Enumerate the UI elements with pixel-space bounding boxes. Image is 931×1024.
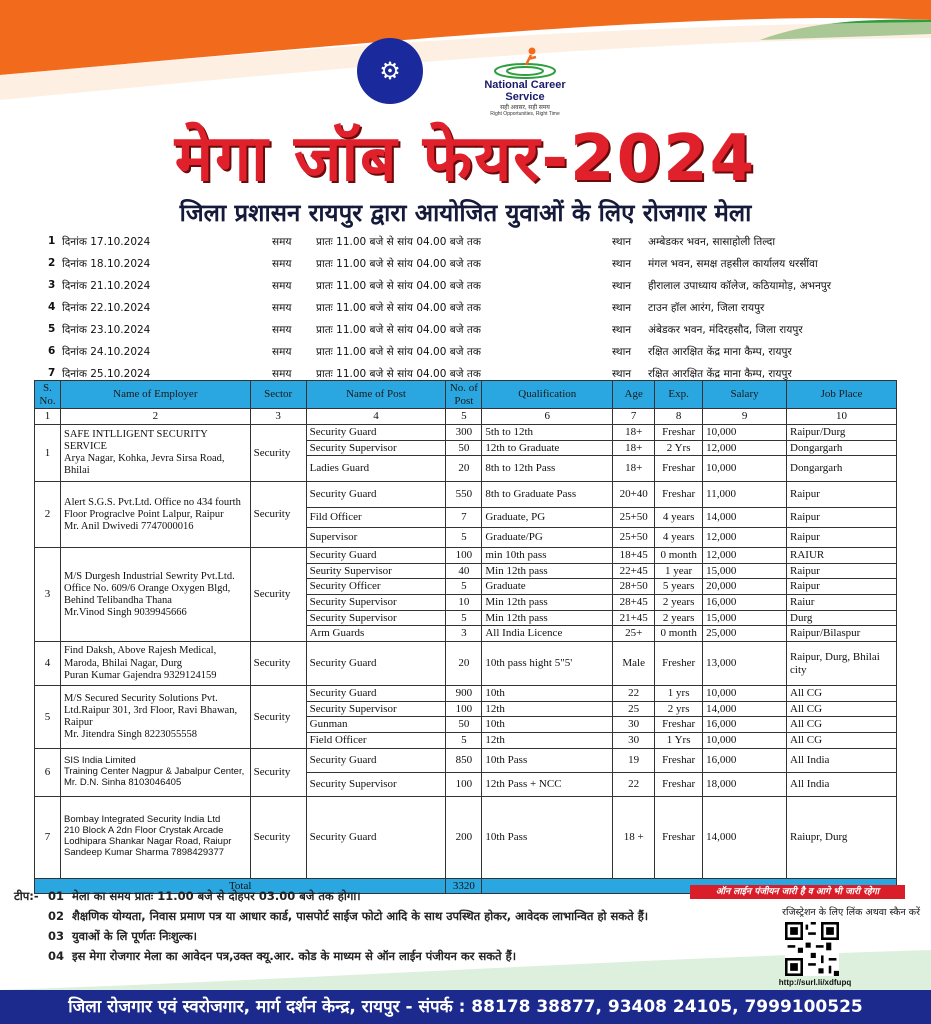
note-text: शैक्षणिक योग्यता, निवास प्रमाण पत्र या आधार कार्ड, पासपोर्ट साईज फोटो आदि के साथ उपस्थित होकर, आवेदक लाभान्वित हो सकते हैं। — [72, 909, 649, 923]
schedule-time: प्रातः 11.00 बजे से सांय 04.00 बजे तक — [316, 258, 481, 270]
column-header: Sector — [250, 381, 306, 409]
job-place: Dongargarh — [787, 456, 897, 482]
schedule-time-label: समय — [272, 258, 292, 270]
qualification: 10th — [482, 717, 613, 733]
page-subtitle: जिला प्रशासन रायपुर द्वारा आयोजित युवाओं के लिए रोजगार मेला — [179, 199, 752, 227]
column-header: No. of Post — [446, 381, 482, 409]
salary: 12,000 — [703, 440, 787, 456]
qualification: min 10th pass — [482, 548, 613, 564]
post-name: Security Guard — [306, 686, 446, 702]
age: 18+45 — [613, 548, 655, 564]
age: 25+50 — [613, 508, 655, 528]
note-label: टीप:- — [14, 889, 39, 903]
age: 18+ — [613, 440, 655, 456]
experience: Freshar — [655, 717, 703, 733]
note-item — [14, 948, 654, 964]
job-place: Raiupr, Durg — [787, 796, 897, 878]
experience: Freshar — [655, 772, 703, 796]
post-count: 550 — [446, 482, 482, 508]
salary: 14,000 — [703, 508, 787, 528]
schedule-time-label: समय — [272, 302, 292, 314]
salary: 14,000 — [703, 701, 787, 717]
note-number: 01 — [48, 889, 65, 903]
post-name: Security Guard — [306, 642, 446, 686]
schedule-place: टाउन हॉल आरंग, जिला रायपुर — [648, 302, 765, 314]
salary: 11,000 — [703, 482, 787, 508]
post-count: 200 — [446, 796, 482, 878]
column-number: 6 — [482, 409, 613, 425]
schedule-number: 2 — [48, 257, 56, 269]
schedule-place-label: स्थान — [612, 236, 632, 248]
qualification: Graduate, PG — [482, 508, 613, 528]
column-header: Exp. — [655, 381, 703, 409]
salary: 14,000 — [703, 796, 787, 878]
experience: Freshar — [655, 456, 703, 482]
schedule-time-label: समय — [272, 324, 292, 336]
age: 25+50 — [613, 528, 655, 548]
post-count: 7 — [446, 508, 482, 528]
column-number: 1 — [35, 409, 61, 425]
total-value: 3320 — [446, 878, 482, 894]
age: 28+50 — [613, 579, 655, 595]
age: 30 — [613, 717, 655, 733]
schedule-time: प्रातः 11.00 बजे से सांय 04.00 बजे तक — [316, 236, 481, 248]
salary: 16,000 — [703, 748, 787, 772]
column-header: Job Place — [787, 381, 897, 409]
schedule-place: अम्बेडकर भवन, सासाहोली तिल्दा — [648, 236, 776, 248]
experience: 1 yrs — [655, 686, 703, 702]
job-place: Raipur — [787, 563, 897, 579]
experience: 4 years — [655, 528, 703, 548]
post-count: 900 — [446, 686, 482, 702]
post-count: 5 — [446, 579, 482, 595]
serial-number: 7 — [35, 796, 61, 878]
salary: 15,000 — [703, 610, 787, 626]
employer-name: Bombay Integrated Security India Ltd 210 Block A 2dn Floor Crystak Arcade Lodhipara Shankar Nagar Road, Raiupr Sandeep Kumar Sharma 7898429377 — [60, 796, 250, 878]
qualification: Min 12th pass — [482, 610, 613, 626]
qualification: 8th to Graduate Pass — [482, 482, 613, 508]
schedule-place-label: स्थान — [612, 258, 632, 270]
qualification: Min 12th pass — [482, 563, 613, 579]
age: 25 — [613, 701, 655, 717]
salary: 16,000 — [703, 595, 787, 611]
post-count: 100 — [446, 548, 482, 564]
post-name: Security Guard — [306, 548, 446, 564]
age: 22 — [613, 686, 655, 702]
job-place: All India — [787, 748, 897, 772]
post-count: 50 — [446, 717, 482, 733]
job-place: Raipur — [787, 528, 897, 548]
post-count: 100 — [446, 701, 482, 717]
experience: 1 Yrs — [655, 732, 703, 748]
column-number: 3 — [250, 409, 306, 425]
sector: Security — [250, 548, 306, 642]
job-place: Raiur — [787, 595, 897, 611]
schedule-row — [48, 298, 908, 320]
qr-url[interactable]: http://surl.li/xdfupq — [778, 978, 852, 987]
ncs-tagline-en: Right Opportunities, Right Time — [490, 111, 560, 117]
note-number: 03 — [48, 929, 65, 943]
column-header: Salary — [703, 381, 787, 409]
experience: 0 month — [655, 626, 703, 642]
experience: 2 years — [655, 610, 703, 626]
job-place: Raipur — [787, 482, 897, 508]
qualification: Graduate/PG — [482, 528, 613, 548]
schedule-time: प्रातः 11.00 बजे से सांय 04.00 बजे तक — [316, 346, 481, 358]
salary: 25,000 — [703, 626, 787, 642]
schedule-date: दिनांक 18.10.2024 — [62, 258, 151, 270]
post-name: Fild Officer — [306, 508, 446, 528]
schedule-date: दिनांक 25.10.2024 — [62, 368, 151, 380]
ncs-person-icon — [490, 45, 560, 81]
column-header: Name of Employer — [60, 381, 250, 409]
column-number: 7 — [613, 409, 655, 425]
ncs-brand: National Career Service — [484, 79, 566, 103]
employer-name: SAFE INTLLIGENT SECURITY SERVICE Arya Nagar, Kohka, Jevra Sirsa Road, Bhilai — [60, 424, 250, 481]
qualification: 10th — [482, 686, 613, 702]
job-place: All CG — [787, 701, 897, 717]
experience: Freshar — [655, 482, 703, 508]
post-name: Security Guard — [306, 482, 446, 508]
schedule-row — [48, 276, 908, 298]
age: Male — [613, 642, 655, 686]
post-name: Security Guard — [306, 796, 446, 878]
post-count: 10 — [446, 595, 482, 611]
qualification: 8th to 12th Pass — [482, 456, 613, 482]
note-item — [14, 888, 654, 904]
serial-number: 3 — [35, 548, 61, 642]
qualification: All India Licence — [482, 626, 613, 642]
schedule-time: प्रातः 11.00 बजे से सांय 04.00 बजे तक — [316, 302, 481, 314]
qualification: 12th — [482, 701, 613, 717]
schedule-date: दिनांक 24.10.2024 — [62, 346, 151, 358]
online-registration-banner: ऑन लाईन पंजीयन जारी है व आगे भी जारी रहेगा — [690, 885, 905, 899]
job-place: Raipur/Durg — [787, 424, 897, 440]
job-place: All CG — [787, 732, 897, 748]
handshake-icon: ⚙ — [379, 58, 401, 85]
column-number: 10 — [787, 409, 897, 425]
table-header-row — [35, 381, 897, 409]
salary: 12,000 — [703, 548, 787, 564]
age: 18 + — [613, 796, 655, 878]
schedule-list — [48, 232, 908, 386]
salary: 10,000 — [703, 686, 787, 702]
post-count: 850 — [446, 748, 482, 772]
schedule-place: मंगल भवन, समक्ष तहसील कार्यालय धरसींवा — [648, 258, 818, 270]
job-place: All CG — [787, 686, 897, 702]
qualification: 12th — [482, 732, 613, 748]
column-number: 9 — [703, 409, 787, 425]
schedule-date: दिनांक 22.10.2024 — [62, 302, 151, 314]
post-name: Security Supervisor — [306, 610, 446, 626]
employer-name: Alert S.G.S. Pvt.Ltd. Office no 434 fourth Floor Prograclve Point Lalpur, Raipur Mr. Anil Dwivedi 7747000016 — [60, 482, 250, 548]
serial-number: 4 — [35, 642, 61, 686]
total-label: Total — [35, 878, 446, 894]
column-number: 5 — [446, 409, 482, 425]
post-name: Gunman — [306, 717, 446, 733]
schedule-place: हीरालाल उपाध्याय कॉलेज, कठियामोड़, अभनपुर — [648, 280, 832, 292]
ncs-logo — [470, 45, 580, 115]
post-name: Security Guard — [306, 424, 446, 440]
note-number: 04 — [48, 949, 65, 963]
age: 25+ — [613, 626, 655, 642]
experience: Freshar — [655, 796, 703, 878]
schedule-time: प्रातः 11.00 बजे से सांय 04.00 बजे तक — [316, 324, 481, 336]
schedule-row — [48, 320, 908, 342]
job-place: Raipur/Bilaspur — [787, 626, 897, 642]
job-place: Dongargarh — [787, 440, 897, 456]
jobs-table — [34, 380, 897, 894]
post-name: Security Supervisor — [306, 440, 446, 456]
post-count: 50 — [446, 440, 482, 456]
column-header: Qualification — [482, 381, 613, 409]
schedule-time-label: समय — [272, 236, 292, 248]
employer-name: SIS India Limited Training Center Nagpur & Jabalpur Center, Mr. D.N. Sinha 8103046405 — [60, 748, 250, 796]
qr-code-icon[interactable] — [785, 922, 839, 976]
note-item — [14, 908, 654, 924]
salary: 12,000 — [703, 528, 787, 548]
qualification: 10th Pass — [482, 796, 613, 878]
post-name: Field Officer — [306, 732, 446, 748]
column-header: Age — [613, 381, 655, 409]
schedule-time-label: समय — [272, 280, 292, 292]
age: 22 — [613, 772, 655, 796]
post-name: Security Guard — [306, 748, 446, 772]
employer-name: M/S Durgesh Industrial Sewrity Pvt.Ltd. Office No. 609/6 Orange Oxygen Blgd, Behind Telibandha Thana Mr.Vinod Singh 9039945666 — [60, 548, 250, 642]
experience: 1 year — [655, 563, 703, 579]
salary: 16,000 — [703, 717, 787, 733]
note-text: मेला का समय प्रातः 11.00 बजे से दोहपर 03.00 बजे तक होगा। — [72, 889, 361, 903]
age: 18+ — [613, 456, 655, 482]
schedule-time-label: समय — [272, 346, 292, 358]
tricolor-banner — [0, 0, 931, 110]
page-title: मेगा जॉब फेयर-2024 — [174, 122, 757, 196]
salary: 20,000 — [703, 579, 787, 595]
employer-name: M/S Secured Security Solutions Pvt. Ltd.Raipur 301, 3rd Floor, Ravi Bhawan, Raipur Mr. Jitendra Singh 8223055558 — [60, 686, 250, 749]
salary: 18,000 — [703, 772, 787, 796]
qualification: 12th to Graduate — [482, 440, 613, 456]
table-row — [35, 548, 897, 564]
schedule-time: प्रातः 11.00 बजे से सांय 04.00 बजे तक — [316, 368, 481, 380]
schedule-number: 7 — [48, 367, 56, 379]
post-count: 20 — [446, 456, 482, 482]
schedule-place-label: स्थान — [612, 302, 632, 314]
column-number: 8 — [655, 409, 703, 425]
age: 22+45 — [613, 563, 655, 579]
post-name: Security Officer — [306, 579, 446, 595]
schedule-row — [48, 232, 908, 254]
table-row — [35, 686, 897, 702]
sector: Security — [250, 686, 306, 749]
schedule-number: 1 — [48, 235, 56, 247]
experience: 2 yrs — [655, 701, 703, 717]
schedule-time: प्रातः 11.00 बजे से सांय 04.00 बजे तक — [316, 280, 481, 292]
notes-section — [14, 888, 654, 968]
schedule-number: 6 — [48, 345, 56, 357]
serial-number: 2 — [35, 482, 61, 548]
post-count: 5 — [446, 732, 482, 748]
schedule-date: दिनांक 17.10.2024 — [62, 236, 151, 248]
post-name: Security Supervisor — [306, 772, 446, 796]
schedule-place-label: स्थान — [612, 324, 632, 336]
sector: Security — [250, 796, 306, 878]
schedule-place: रक्षित आरक्षित केंद्र माना कैम्प, रायपुर — [648, 346, 792, 358]
age: 28+45 — [613, 595, 655, 611]
note-number: 02 — [48, 909, 65, 923]
salary: 10,000 — [703, 424, 787, 440]
post-name: Security Supervisor — [306, 701, 446, 717]
job-place: RAIUR — [787, 548, 897, 564]
post-count: 3 — [446, 626, 482, 642]
note-item — [14, 928, 654, 944]
job-place: Durg — [787, 610, 897, 626]
note-text: इस मेगा रोजगार मेला का आवेदन पत्र,उक्त क्यू.आर. कोड के माध्यम से ऑन लाईन पंजीयन कर सकते हैं। — [72, 949, 517, 963]
qualification: 12th Pass + NCC — [482, 772, 613, 796]
schedule-number: 3 — [48, 279, 56, 291]
age: 30 — [613, 732, 655, 748]
schedule-row — [48, 342, 908, 364]
schedule-date: दिनांक 23.10.2024 — [62, 324, 151, 336]
age: 19 — [613, 748, 655, 772]
post-name: Supervisor — [306, 528, 446, 548]
table-row — [35, 796, 897, 878]
experience: 2 years — [655, 595, 703, 611]
schedule-place-label: स्थान — [612, 280, 632, 292]
column-number: 2 — [60, 409, 250, 425]
salary: 15,000 — [703, 563, 787, 579]
salary: 13,000 — [703, 642, 787, 686]
schedule-place: अंबेडकर भवन, मंदिरहसौद, जिला रायपुर — [648, 324, 803, 336]
qualification: 10th pass hight 5"5' — [482, 642, 613, 686]
salary: 10,000 — [703, 732, 787, 748]
post-count: 300 — [446, 424, 482, 440]
schedule-number: 5 — [48, 323, 56, 335]
table-row — [35, 424, 897, 440]
column-header: S. No. — [35, 381, 61, 409]
sector: Security — [250, 424, 306, 481]
age: 18+ — [613, 424, 655, 440]
experience: 4 years — [655, 508, 703, 528]
employer-name: Find Daksh, Above Rajesh Medical, Maroda, Bhilai Nagar, Durg Puran Kumar Gajendra 9329124159 — [60, 642, 250, 686]
schedule-place: रक्षित आरक्षित केंद्र माना कैम्प, रायपुर — [648, 368, 792, 380]
post-count: 5 — [446, 528, 482, 548]
job-place: All India — [787, 772, 897, 796]
registration-text: रजिस्ट्रेशन के लिए लिंक अथवा स्कैन करें — [782, 907, 920, 918]
job-place: Raipur — [787, 579, 897, 595]
job-place: Raipur — [787, 508, 897, 528]
sector: Security — [250, 482, 306, 548]
post-name: Ladies Guard — [306, 456, 446, 482]
footer-contact: जिला रोजगार एवं स्वरोजगार, मार्ग दर्शन केन्द्र, रायपुर - संपर्क : 88178 38877, 93408 24105, 7999100525 — [0, 990, 931, 1024]
column-header: Name of Post — [306, 381, 446, 409]
schedule-date: दिनांक 21.10.2024 — [62, 280, 151, 292]
serial-number: 5 — [35, 686, 61, 749]
job-place: All CG — [787, 717, 897, 733]
note-text: युवाओं के लि पूर्णतः निःशुल्क। — [72, 929, 198, 943]
experience: 0 month — [655, 548, 703, 564]
experience: Freshar — [655, 424, 703, 440]
experience: 5 years — [655, 579, 703, 595]
sector: Security — [250, 748, 306, 796]
post-count: 5 — [446, 610, 482, 626]
qualification: Min 12th pass — [482, 595, 613, 611]
serial-number: 6 — [35, 748, 61, 796]
post-name: Arm Guards — [306, 626, 446, 642]
qualification: 5th to 12th — [482, 424, 613, 440]
job-place: Raipur, Durg, Bhilai city — [787, 642, 897, 686]
employment-exchange-logo — [357, 38, 423, 104]
post-name: Seurity Supervisor — [306, 563, 446, 579]
age: 21+45 — [613, 610, 655, 626]
post-count: 100 — [446, 772, 482, 796]
schedule-row — [48, 254, 908, 276]
column-number-row — [35, 409, 897, 425]
serial-number: 1 — [35, 424, 61, 481]
schedule-number: 4 — [48, 301, 56, 313]
post-count: 20 — [446, 642, 482, 686]
salary: 10,000 — [703, 456, 787, 482]
schedule-place-label: स्थान — [612, 368, 632, 380]
sector: Security — [250, 642, 306, 686]
post-name: Security Supervisor — [306, 595, 446, 611]
ncs-tagline: सही अवसर, सही समय — [500, 105, 550, 111]
schedule-time-label: समय — [272, 368, 292, 380]
post-count: 40 — [446, 563, 482, 579]
qualification: Graduate — [482, 579, 613, 595]
experience: 2 Yrs — [655, 440, 703, 456]
table-row — [35, 642, 897, 686]
column-number: 4 — [306, 409, 446, 425]
qualification: 10th Pass — [482, 748, 613, 772]
table-row — [35, 748, 897, 772]
table-row — [35, 482, 897, 508]
schedule-place-label: स्थान — [612, 346, 632, 358]
experience: Fresher — [655, 642, 703, 686]
age: 20+40 — [613, 482, 655, 508]
experience: Freshar — [655, 748, 703, 772]
